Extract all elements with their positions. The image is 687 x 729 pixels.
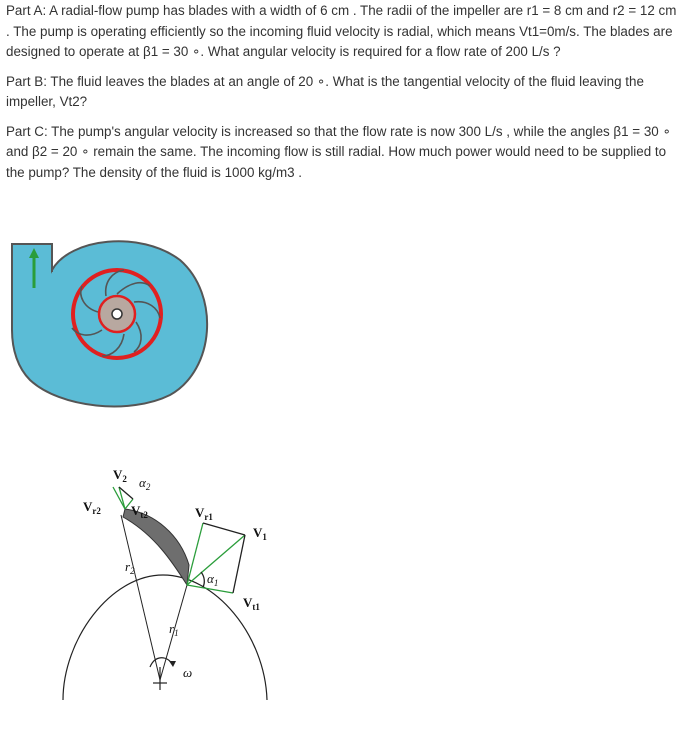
label-vt2: $V_{t2}$ [131,503,148,520]
part-b-text: Part B: The fluid leaves the blades at an angle of 20 ∘. What is the tangential velocity of the fluid leaving the impeller, Vt2? [6,73,644,109]
label-vt1: $V_{t1}$ [243,595,260,612]
pump-illustration [0,230,220,410]
part-c-text: Part C: The pump's angular velocity is increased so that the flow rate is now 300 L/s , while the angles β1 = 30 ∘ and β2 = 20 ∘ remain the same. The incoming flow is still radial. How much power would need to be supplied to the pump? The density of the fluid is 1000 kg/m3 . [6,123,671,180]
velocity-diagram [55,455,315,705]
label-alpha1: $\alpha_1$ [207,571,219,588]
label-omega: ω [183,665,193,680]
label-v2: $V_2$ [113,467,127,484]
problem-statement [6,0,678,183]
label-v1: $V_1$ [253,525,267,542]
label-vr2: $V_{r2}$ [83,499,101,516]
shaft [112,309,122,319]
label-alpha2: $\alpha_2$ [139,475,151,492]
label-vr1: $V_{r1}$ [195,505,213,522]
omega-arrow-icon [150,658,173,667]
outlet-triangle [113,487,133,509]
label-r2: $r_2$ [125,559,135,576]
part-a-text: Part A: A radial-flow pump has blades with a width of 6 cm . The radii of the impeller are r1 = 8 cm and r2 = 12 cm . The pump is operating efficiently so the incoming fluid velocity is radial, which means Vt1=0m/s. The blades are designed to operate at β1 = 30 ∘. What angular velocity is required for a flow rate of 200 L/s ? [6,3,677,59]
impeller-circle-arc [63,575,267,700]
label-r1: $r_1$ [169,621,179,638]
